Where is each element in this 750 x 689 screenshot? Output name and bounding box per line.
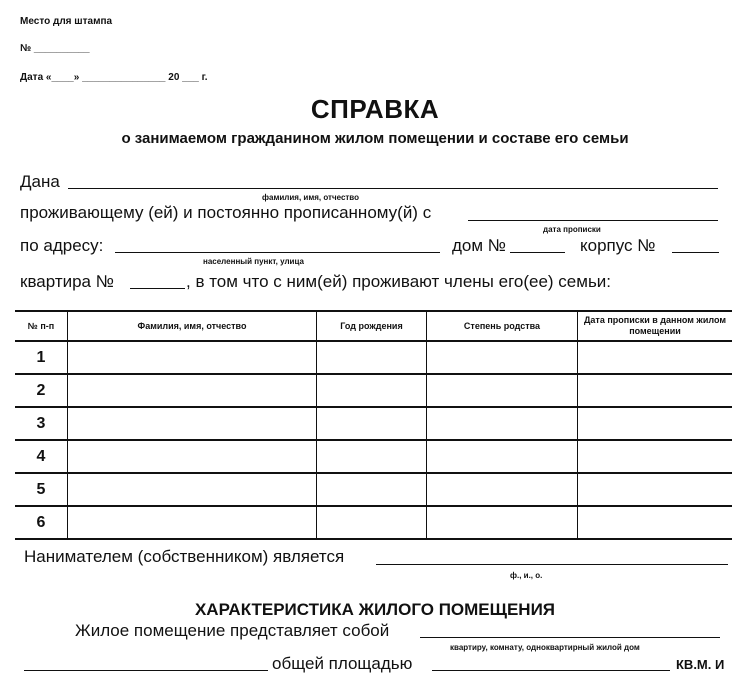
owner-caption: ф., и., о. bbox=[510, 571, 543, 580]
house-label: дом № bbox=[452, 236, 507, 255]
housing-section-title: ХАРАКТЕРИСТИКА ЖИЛОГО ПОМЕЩЕНИЯ bbox=[194, 600, 556, 619]
building-label: корпус № bbox=[580, 236, 656, 255]
housing-type-input[interactable] bbox=[420, 637, 720, 638]
table-row bbox=[15, 374, 732, 407]
housing-type-caption: квартиру, комнату, одноквартирный жилой дом bbox=[450, 643, 640, 652]
birth-year-cell[interactable] bbox=[317, 440, 427, 473]
row-number: 4 bbox=[15, 440, 68, 473]
house-input[interactable] bbox=[510, 252, 565, 253]
family-members-text: , в том что с ним(ей) проживают члены его(ее) семьи: bbox=[186, 272, 612, 291]
table-row bbox=[15, 440, 732, 473]
address-label: по адресу: bbox=[20, 236, 104, 255]
full-name-cell[interactable] bbox=[68, 506, 317, 539]
family-members-table bbox=[15, 310, 732, 540]
table-row bbox=[15, 341, 732, 374]
stamp-place-label: Место для штампа bbox=[20, 16, 113, 27]
column-header-number: № п-п bbox=[15, 311, 68, 341]
residing-label: проживающему (ей) и постоянно прописанному(й) с bbox=[20, 203, 432, 222]
full-name-cell[interactable] bbox=[68, 440, 317, 473]
registration-date-cell[interactable] bbox=[578, 407, 733, 440]
registration-date-input[interactable] bbox=[468, 220, 718, 221]
owner-input[interactable] bbox=[376, 564, 728, 565]
birth-year-cell[interactable] bbox=[317, 473, 427, 506]
registration-date-cell[interactable] bbox=[578, 506, 733, 539]
total-area-label: общей площадью bbox=[272, 654, 413, 673]
document-subtitle: о занимаемом гражданином жилом помещении и составе его семьи bbox=[121, 130, 629, 147]
relation-cell[interactable] bbox=[427, 341, 578, 374]
full-name-cell[interactable] bbox=[68, 374, 317, 407]
birth-year-cell[interactable] bbox=[317, 341, 427, 374]
address-caption: населенный пункт, улица bbox=[203, 257, 304, 266]
column-header-full-name: Фамилия, имя, отчество bbox=[68, 311, 317, 341]
birth-year-cell[interactable] bbox=[317, 374, 427, 407]
full-name-cell[interactable] bbox=[68, 341, 317, 374]
apartment-input[interactable] bbox=[130, 288, 185, 289]
area-unit-label: КВ.М. И bbox=[676, 657, 725, 672]
relation-cell[interactable] bbox=[427, 374, 578, 407]
table-row bbox=[15, 473, 732, 506]
registration-date-cell[interactable] bbox=[578, 374, 733, 407]
registration-date-cell[interactable] bbox=[578, 440, 733, 473]
relation-cell[interactable] bbox=[427, 473, 578, 506]
given-to-label: Дана bbox=[20, 172, 60, 191]
column-header-registration-date: Дата прописки в данном жилом помещении bbox=[578, 311, 733, 341]
relation-cell[interactable] bbox=[427, 506, 578, 539]
registration-date-cell[interactable] bbox=[578, 473, 733, 506]
row-number: 3 bbox=[15, 407, 68, 440]
relation-cell[interactable] bbox=[427, 440, 578, 473]
table-row bbox=[15, 407, 732, 440]
row-number: 2 bbox=[15, 374, 68, 407]
full-name-cell[interactable] bbox=[68, 407, 317, 440]
column-header-birth-year: Год рождения bbox=[317, 311, 427, 341]
address-input[interactable] bbox=[115, 252, 440, 253]
given-to-input[interactable] bbox=[68, 188, 718, 189]
housing-represents-label: Жилое помещение представляет собой bbox=[75, 621, 390, 640]
row-number: 5 bbox=[15, 473, 68, 506]
number-field[interactable]: № __________ bbox=[20, 43, 90, 54]
total-area-input[interactable] bbox=[432, 670, 670, 671]
housing-extra-input[interactable] bbox=[24, 670, 268, 671]
relation-cell[interactable] bbox=[427, 407, 578, 440]
registration-date-caption: дата прописки bbox=[543, 225, 601, 234]
owner-label: Нанимателем (собственником) является bbox=[24, 547, 345, 566]
table-header-row bbox=[15, 311, 732, 341]
date-field[interactable]: Дата «____» _______________ 20 ___ г. bbox=[20, 72, 208, 83]
apartment-label: квартира № bbox=[20, 272, 114, 291]
row-number: 1 bbox=[15, 341, 68, 374]
table-row bbox=[15, 506, 732, 539]
birth-year-cell[interactable] bbox=[317, 506, 427, 539]
given-to-caption: фамилия, имя, отчество bbox=[262, 193, 360, 202]
full-name-cell[interactable] bbox=[68, 473, 317, 506]
column-header-relation: Степень родства bbox=[427, 311, 578, 341]
birth-year-cell[interactable] bbox=[317, 407, 427, 440]
registration-date-cell[interactable] bbox=[578, 341, 733, 374]
building-input[interactable] bbox=[672, 252, 719, 253]
row-number: 6 bbox=[15, 506, 68, 539]
document-title: СПРАВКА bbox=[310, 94, 440, 124]
